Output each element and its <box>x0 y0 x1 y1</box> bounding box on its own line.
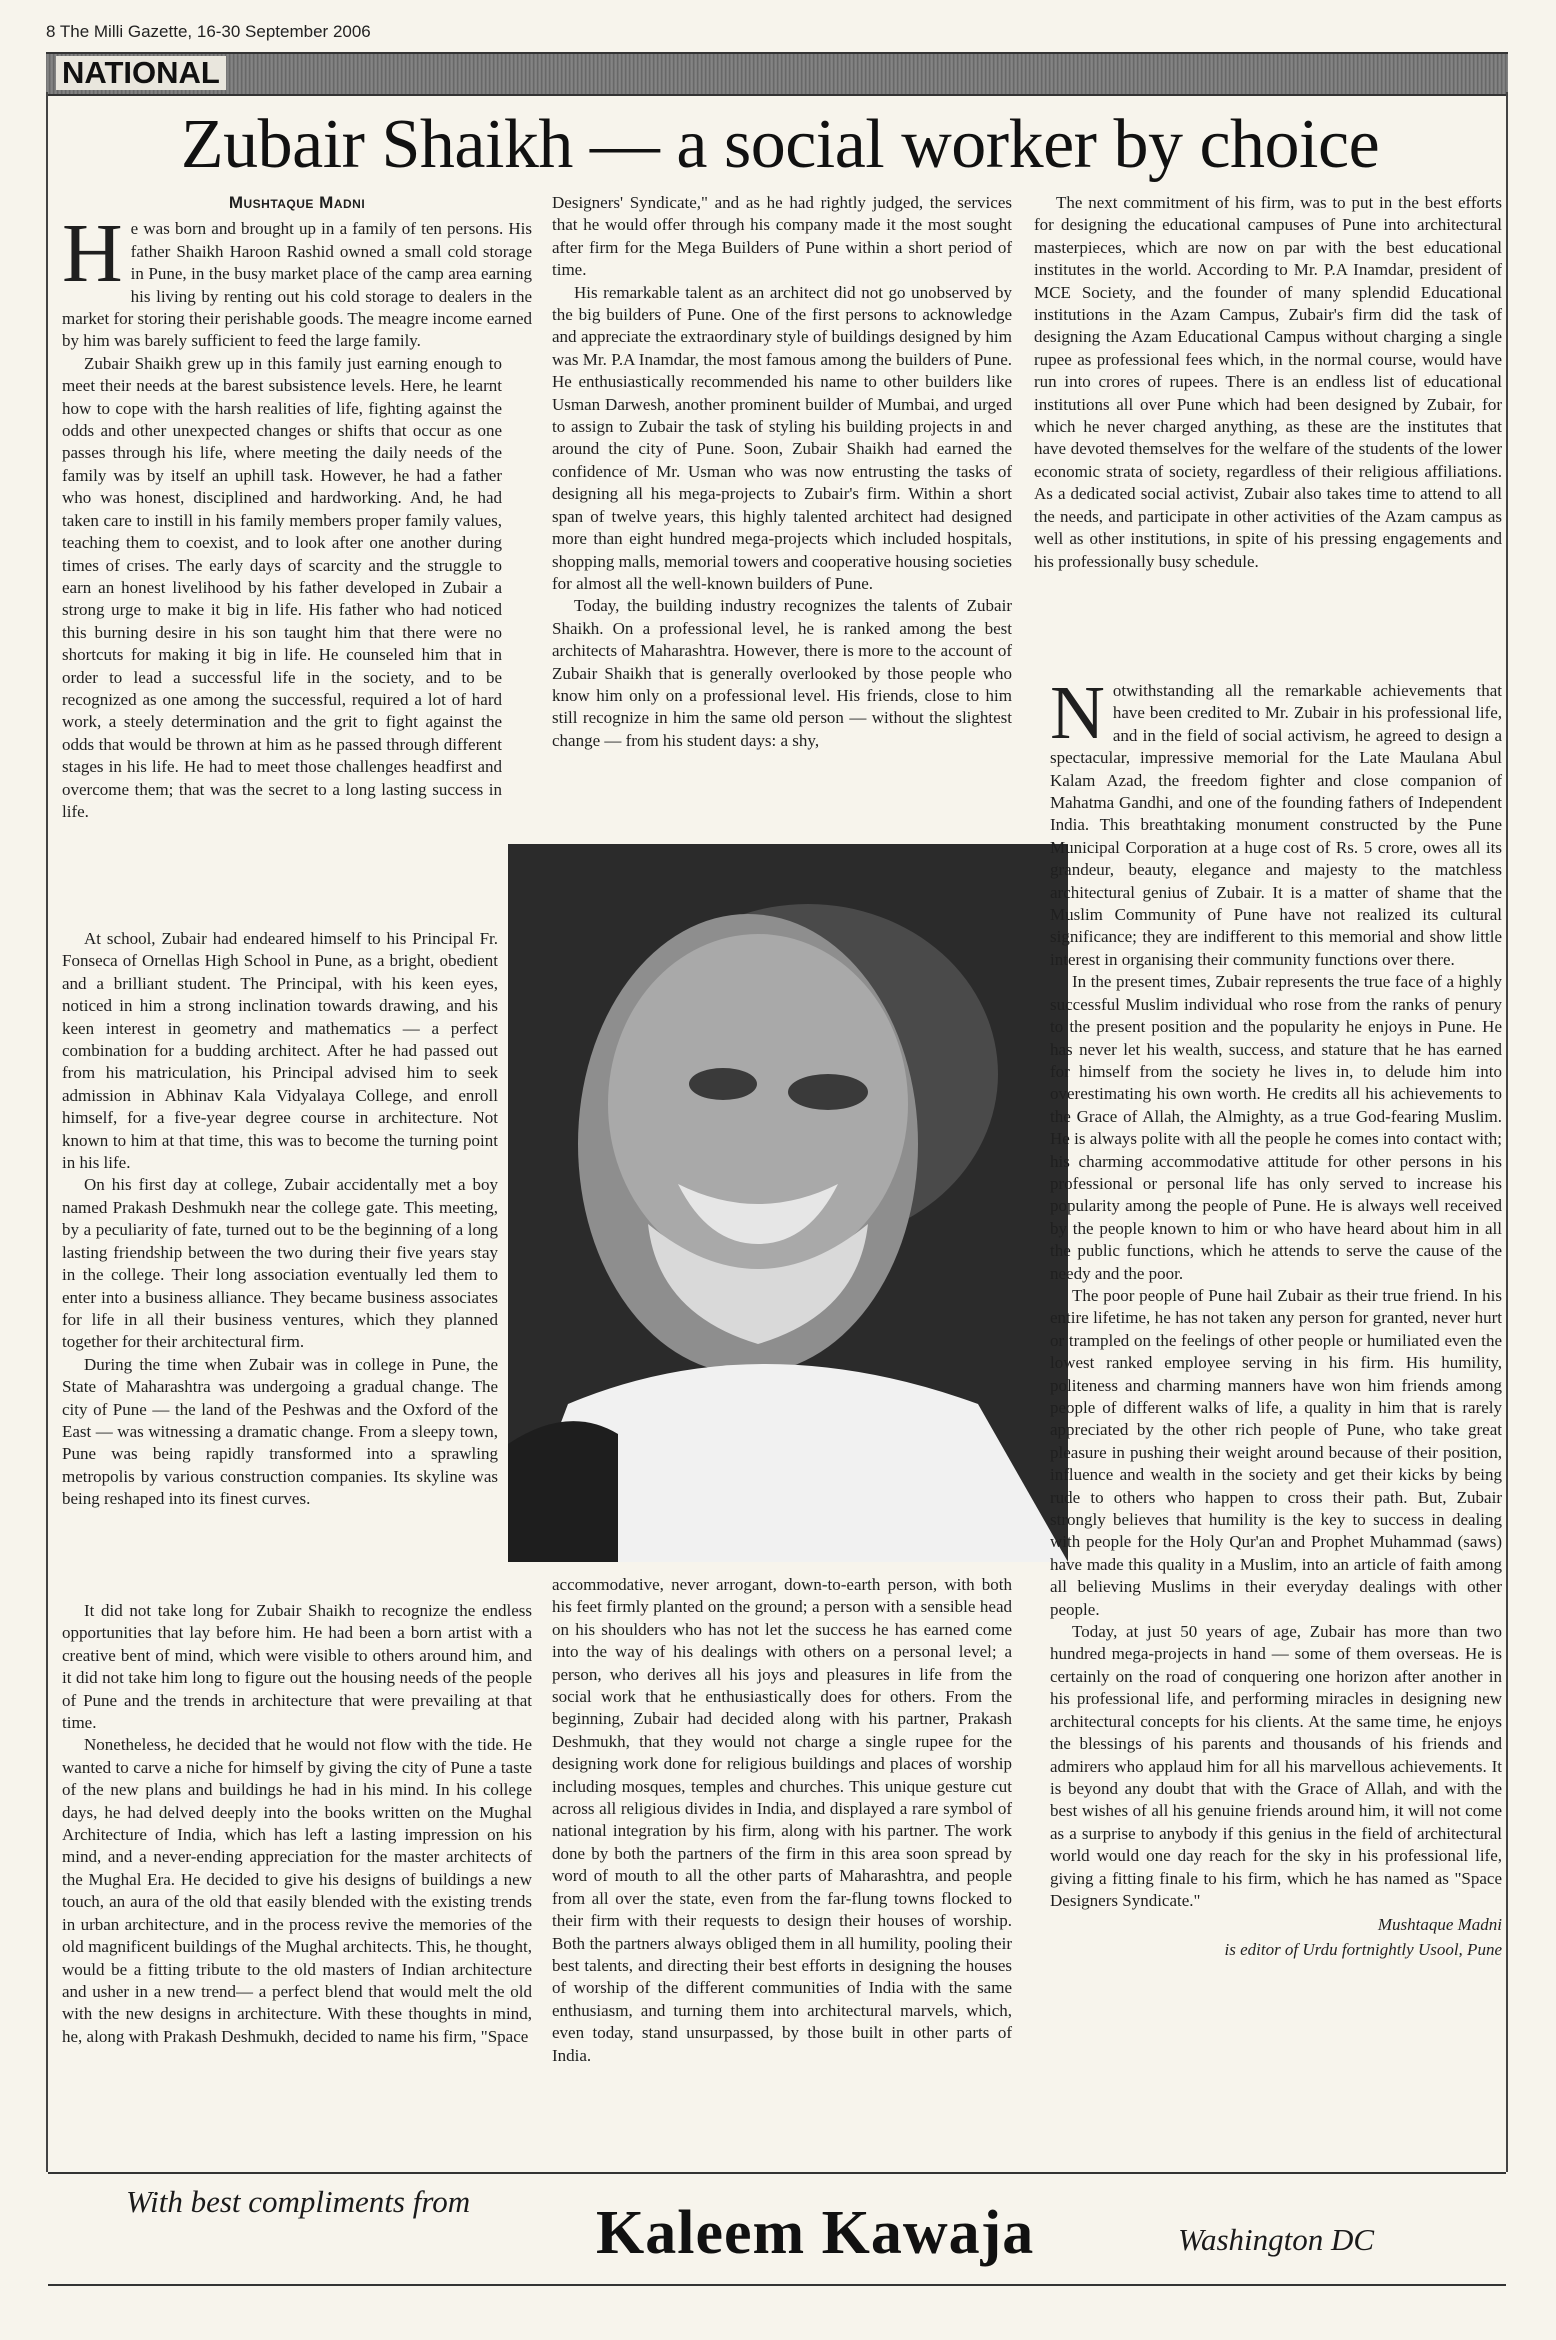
col2-paragraph-2: His remarkable talent as an architect did not go unobserved by the big builders of Pune. One of the first persons to acknowledge and appreciate the extraordinary style of buildings designed by him was Mr. P.A Inamdar, the most famous among the builders of Pune. He enthusiastically recommended his name to other builders like Usman Darwesh, another prominent builder of Mumbai, and urged to assign to Zubair the task of styling his building projects in and around the city of Pune. Soon, Zubair Shaikh had earned the confidence of Mr. Usman who was now entrusting the tasks of designing all his mega-projects to Zubair's firm. Within a short span of twelve years, this highly talented architect had designed more than eight hundred mega-projects which included hospitals, shopping malls, memorial towers and cooperative housing societies for almost all the well-known builders of Pune. <box>552 282 1012 593</box>
col3-paragraph-3: In the present times, Zubair represents the true face of a highly successful Muslim individual who rose from the ranks of penury to the present position and the popularity he enjoys in Pune. He has never let his wealth, success, and stature that he has earned for himself from the society he lives in, to delude him into overestimating his own worth. He credits all his achievements to the Grace of Allah, the Almighty, as a true God-fearing Muslim. He is always polite with all the people he comes into contact with; his charming accommodative attitude for other persons in his professional or personal life has only served to increase his popularity among the people of Pune. He is always well received by the people known to him or who have heard about him in all the public functions, which he attends to serve the cause of the needy and the poor. <box>1050 972 1502 1283</box>
col1-paragraph-3: At school, Zubair had endeared himself to his Principal Fr. Fonseca of Ornellas High School in Pune, as a bright, obedient and a brilliant student. The Principal, with his keen eyes, noticed in him a strong inclination towards drawing, and his keen interest in geometry and mathematics — a perfect combination for a budding architect. After he had passed out from his matriculation, his Principal advised him to seek admission in Abhinav Kala Vidyalaya College, and enroll himself, for a five-year degree course in architecture. Not known to him at that time, this was to become the turning point in his life. <box>62 929 498 1173</box>
paragraph <box>1050 671 1502 971</box>
column-2-upper <box>552 192 1012 752</box>
footer-sponsor-name: Kaleem Kawaja <box>596 2199 1035 2267</box>
col1-paragraph-6: It did not take long for Zubair Shaikh to recognize the endless opportunities that lay before him. He had been a born artist with a creative bent of mind, which were visible to others around him, and it did not take him long to figure out the housing needs of the people of Pune and the trends in architecture that were prevailing at that time. <box>62 1601 532 1733</box>
signoff-description: is editor of Urdu fortnightly Usool, Pune <box>1224 1939 1502 1959</box>
col3-paragraph-2: otwithstanding all the remarkable achievements that have been credited to Mr. Zubair in his professional life, and in the field of social activism, he agreed to design a spectacular, impressive memorial for the Late Maulana Abul Kalam Azad, the freedom fighter and close companion of Mahatma Gandhi, and one of the founding fathers of Independent India. This breathtaking monument constructed by the Pune Municipal Corporation at a huge cost of Rs. 5 crore, owes all its grandeur, beauty, elegance and majesty to the matchless architectural genius of Zubair. It is a matter of shame that the Muslim Community of Pune have not realized its cultural significance; they are indifferent to this memorial and show little interest in organising their community functions over there. <box>1050 681 1502 969</box>
footer-compliments: With best compliments from <box>126 2184 471 2219</box>
col1-paragraph-4: On his first day at college, Zubair accidentally met a boy named Prakash Deshmukh near the college gate. This meeting, by a peculiarity of fate, turned out to be the beginning of a long lasting friendship between the two during their five years stay in the college. Their long association eventually led them to enter into a business alliance. They became business associates for life in all their business ventures, which they planned together for their architectural firm. <box>62 1175 498 1352</box>
signoff-name: Mushtaque Madni <box>1377 1915 1502 1935</box>
col2-paragraph-3: Today, the building industry recognizes the talents of Zubair Shaikh. On a professional level, he is ranked among the best architects of Maharashtra. However, there is more to the account of Zubair Shaikh that is generally overlooked by those people who know him only on a professional level. His friends, close to him still recognize in him the same old person — without the slightest change — from his student days: a shy, <box>552 596 1012 750</box>
paragraph <box>62 207 532 352</box>
portrait-photo <box>508 844 1068 1562</box>
col1-paragraph-1: e was born and brought up in a family of ten persons. His father Shaikh Haroon Rashid owned a small cold storage in Pune, in the busy market place of the camp area earning his living by renting out his cold storage to dealers in the market for storing their perishable goods. The meagre income earned by him was barely sufficient to feed the large family. <box>62 219 532 351</box>
dropcap-h: H <box>62 207 123 301</box>
page-header-line: 8 The Milli Gazette, 16-30 September 2006 <box>46 22 371 41</box>
column-2-lower <box>552 1574 1012 2067</box>
byline: Mushtaque Madni <box>228 193 366 212</box>
column-1-lower <box>62 1600 532 2048</box>
frame-rule-left <box>46 92 48 2172</box>
dropcap-n: N <box>1050 671 1105 755</box>
footer-sponsor-place: Washington DC <box>1178 2222 1375 2257</box>
col3-paragraph-1: The next commitment of his firm, was to put in the best efforts for designing the educational campuses of Pune into architectural masterpieces, which are now on par with the best educational institutes in the world. According to Mr. P.A Inamdar, president of MCE Society, and the founder of many splendid Educational institutions in the Azam Campus, Zubair's firm did the task of designing the Azam Educational Campus without charging a single rupee as professional fees which, in the normal course, would have run into crores of rupees. There is an endless list of educational institutions all over Pune which had been designed by Zubair, for which he never charged anything, as these are the institutes that have devoted themselves for the welfare of the students of the lower economic strata of society, regardless of their religious affiliations. As a dedicated social activist, Zubair also takes time to attend to all the needs, and participate in other activities of the Azam campus as well as other institutions, in spite of his pressing engagements and his professionally busy schedule. <box>1034 193 1502 571</box>
portrait-image <box>508 844 1068 1562</box>
article-headline: Zubair Shaikh — a social worker by choice <box>180 106 1380 183</box>
col1-paragraph-2: Zubair Shaikh grew up in this family just earning enough to meet their needs at the barest subsistence levels. Here, he learnt how to cope with the harsh realities of life, fighting against the odds and other unexpected changes or shifts that occur as one passes through his life, where meeting the daily needs of the family was by itself an uphill task. However, he had a father who was honest, disciplined and hardworking. And, he had taken care to instill in his family members proper family values, teaching them to coexist, and to look after one another during times of crises. The early days of scarcity and the struggle to earn an honest livelihood by his father developed in Zubair a strong urge to make it big in life. His father who had noticed this burning desire in his son taught him that there were no shortcuts for making it big in life. He counseled him that in order to lead a successful life in the society, and to be recognized as one among the successful, required a lot of hard work, a steely determination and the grit to fight against the odds that would be thrown at him as he passed through different stages in his life. He had to meet those challenges headfirst and overcome them; that was the secret to a long lasting success in life. <box>62 353 502 821</box>
col3-paragraph-5: Today, at just 50 years of age, Zubair has more than two hundred mega-projects in hand — some of them overseas. He is certainly on the road of conquering one horizon after another in his professional life, and performing miracles in designing new architectural concepts for his clients. At the same time, he enjoys the blessings of his parents and thousands of his friends and admirers who applaud him for all his marvellous achievements. It is beyond any doubt that with the Grace of Allah, and with the best wishes of all his genuine friends around him, it will not come as a surprise to anybody if this genius in the field of architectural world would one day reach for the sky in his professional life, giving a fitting finale to his firm, which he has named as "Space Designers Syndicate." <box>1050 1622 1502 1910</box>
frame-rule-right <box>1506 92 1508 2172</box>
column-3-upper <box>1034 192 1502 573</box>
col3-paragraph-4: The poor people of Pune hail Zubair as their true friend. In his entire lifetime, he has not taken any person for granted, never hurt or trampled on the feelings of other people or humiliated even the lowest ranked employee serving in his firm. His humility, politeness and charming manners have won him friends among people of different walks of life, a quality in him that is rarely appreciated by the other rich people of Pune, who take great pleasure in pushing their weight around because of their position, influence and wealth in the society and get their kicks by being rude to others who happen to cross their path. But, Zubair strongly believes that humility is the key to success in dealing with people for the Holy Qur'an and Prophet Muhammad (saws) have made this quality in a Muslim, into an article of faith among all believing Muslims in their everyday dealings with other people. <box>1050 1285 1502 1619</box>
col1-paragraph-5: During the time when Zubair was in college in Pune, the State of Maharashtra was undergoing a gradual change. The city of Pune — the land of the Peshwas and the Oxford of the East — was witnessing a dramatic change. From a sleepy town, Pune was being rapidly transformed into a sprawling metropolis by various construction companies. Its skyline was being reshaped into its finest curves. <box>62 1354 498 1509</box>
col2-paragraph-1: Designers' Syndicate," and as he had rightly judged, the services that he would offer through his company made it the most sought after firm for the Mega Builders of Pune within a short period of time. <box>552 193 1012 280</box>
column-1-upper <box>62 192 532 823</box>
column-3-mid <box>1050 671 1502 1961</box>
col1-paragraph-7: Nonetheless, he decided that he would not flow with the tide. He wanted to carve a niche for himself by giving the city of Pune a taste of the new plans and buildings he had in his mind. In his college days, he had delved deeply into the books written on the Mughal Architecture of India, which has left a lasting impression on his mind, and a never-ending appreciation for the master architects of the Mughal Era. He decided to give his designs of buildings a new touch, an aura of the old that easily blended with the existing trends in urban architecture, and in the process revive the memories of the old magnificent buildings of the Mughal architects. This, he thought, would be a fitting tribute to the old masters of Indian architecture and usher in a new trend— a perfect blend that would melt the old with the new designs in architecture. With these thoughts in mind, he, along with Prakash Deshmukh, decided to name his firm, "Space <box>62 1735 532 2046</box>
column-1-beside-photo <box>62 928 498 1511</box>
section-band <box>46 52 1508 96</box>
col2-paragraph-4: accommodative, never arrogant, down-to-earth person, with both his feet firmly planted on the ground; a person with a sensible head on his shoulders who has not let the success he has earned come into the way of his dealings with others on a personal level; a person, who derives all his joys and pleasures in life from the social work that he enthusiastically does for others. From the beginning, Zubair had decided along with his partner, Prakash Deshmukh, that they would not charge a single rupee for the designing work done for religious buildings and places of worship including mosques, temples and churches. This unique gesture cut across all religious divides in India, and displayed a rare symbol of national integration by his firm, along with his partner. The work done by both the partners of the firm in this area soon spread by word of mouth to all the other parts of Maharashtra, and people from all over the state, even from the far-flung towns flocked to their firm with their requests to design their houses of worship. Both the partners always obliged them in all humility, pooling their best talents, and directing their best efforts in designing the houses of worship of the different communities of India with the same enthusiasm, and turning them into architectural marvels, which, even today, stand unsurpassed, by those built in other parts of India. <box>552 1575 1012 2065</box>
section-label: NATIONAL <box>56 56 226 90</box>
